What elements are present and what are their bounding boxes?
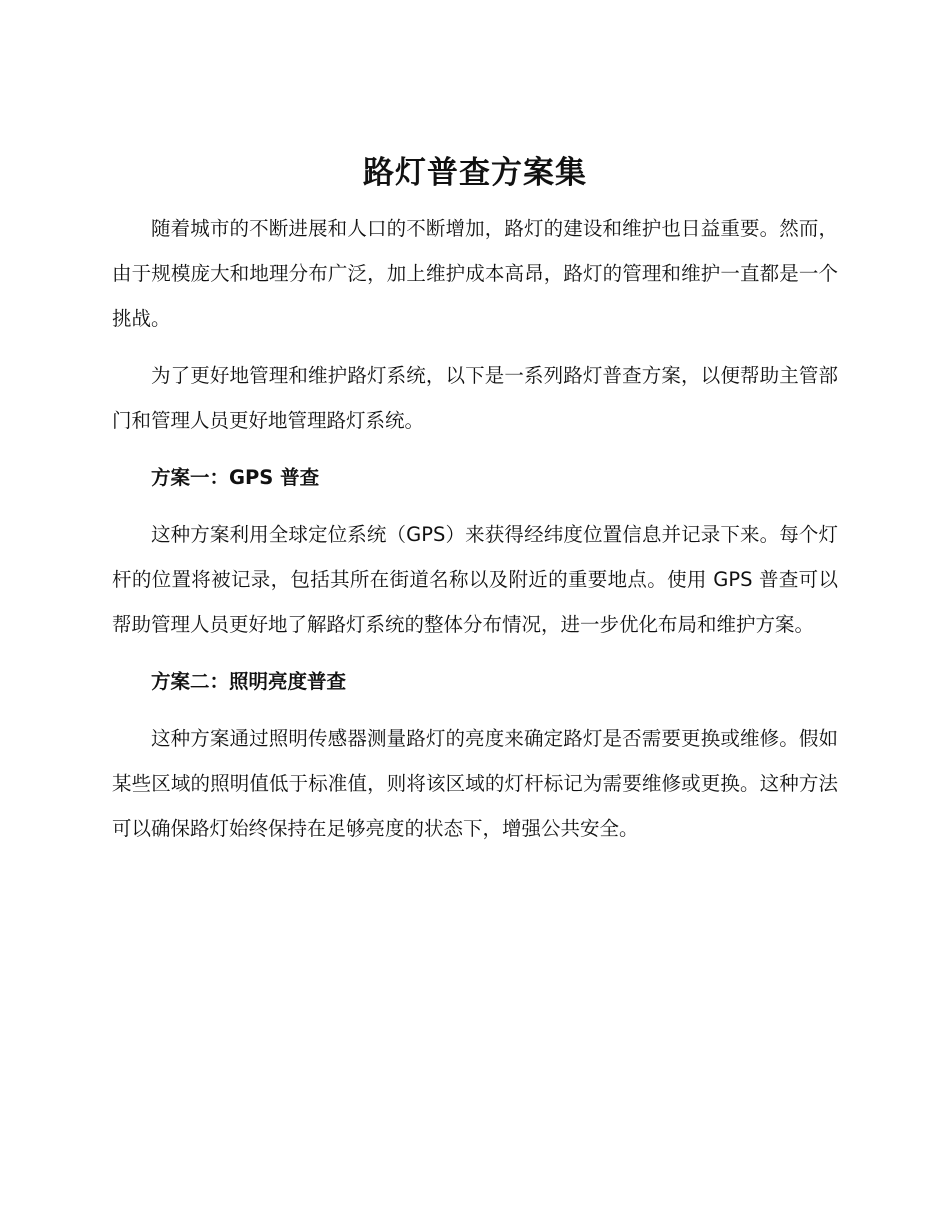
plan-1-body: 这种方案利用全球定位系统（GPS）来获得经纬度位置信息并记录下来。每个灯杆的位置将被记录，包括其所在街道名称以及附近的重要地点。使用 GPS 普查可以帮助管理人员更好地了解路灯系统的整体分布情况，进一步优化布局和维护方案。 <box>112 523 838 636</box>
plan-1-heading: 方案一：GPS 普查 <box>151 466 320 489</box>
document-title: 路灯普查方案集 <box>363 155 587 191</box>
intro-paragraph-1: 随着城市的不断进展和人口的不断增加，路灯的建设和维护也日益重要。然而，由于规模庞大和地理分布广泛，加上维护成本高昂，路灯的管理和维护一直都是一个挑战。 <box>112 217 838 330</box>
intro-paragraph-2: 为了更好地管理和维护路灯系统，以下是一系列路灯普查方案，以便帮助主管部门和管理人员更好地管理路灯系统。 <box>112 364 838 432</box>
plan-2-body: 这种方案通过照明传感器测量路灯的亮度来确定路灯是否需要更换或维修。假如某些区域的照明值低于标准值，则将该区域的灯杆标记为需要维修或更换。这种方法可以确保路灯始终保持在足够亮度的状态下，增强公共安全。 <box>112 727 838 840</box>
document-content <box>112 150 838 863</box>
plan-2-heading: 方案二：照明亮度普查 <box>151 670 347 693</box>
